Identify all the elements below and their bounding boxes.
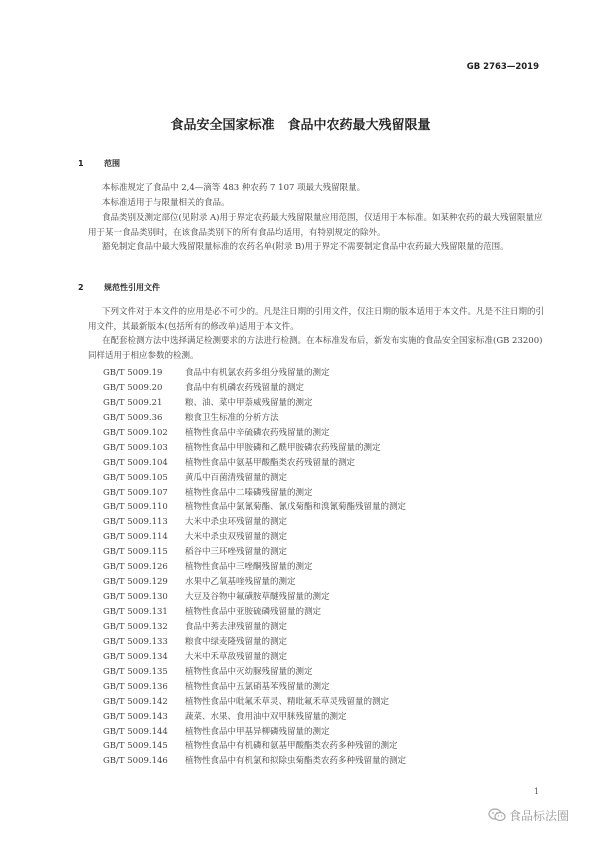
section-2-paragraph: 下列文件对于本文件的应用是必不可少的。凡是注日期的引用文件，仅注日期的版本适用于本文件。凡是不注日期的引用文件，其最新版本(包括所有的修改单)适用于本文件。 xyxy=(88,307,545,332)
reference-title: 植物性食品中灭幼脲残留量的测定 xyxy=(185,666,313,677)
reference-code: GB/T 5009.144 xyxy=(103,726,168,737)
reference-item xyxy=(103,695,406,710)
reference-code: GB/T 5009.135 xyxy=(103,666,168,677)
reference-title: 植物性食品中五氯硝基苯残留量的测定 xyxy=(185,681,330,692)
reference-item xyxy=(103,680,406,695)
section-2-number: 2 xyxy=(78,283,84,292)
reference-code: GB/T 5009.143 xyxy=(103,711,168,722)
reference-item xyxy=(103,441,406,456)
reference-code: GB/T 5009.132 xyxy=(103,621,168,632)
reference-code: GB/T 5009.102 xyxy=(103,427,168,438)
reference-item xyxy=(103,515,406,530)
reference-title: 植物性食品中吡氟禾草灵、精吡氟禾草灵残留量的测定 xyxy=(185,696,390,707)
section-2-paragraph: 在配套检测方法中选择满足检测要求的方法进行检测。在本标准发布后，新发布实施的食品安全国家标准(GB 23200)同样适用于相应参数的检测。 xyxy=(88,336,543,361)
reference-item xyxy=(103,366,406,381)
section-1-heading xyxy=(78,158,120,169)
reference-code: GB/T 5009.36 xyxy=(103,412,163,423)
reference-code: GB/T 5009.129 xyxy=(103,577,168,588)
reference-item xyxy=(103,411,406,426)
section-2-title: 规范性引用文件 xyxy=(104,283,160,292)
reference-item xyxy=(103,665,406,680)
standard-code: GB 2763—2019 xyxy=(466,62,539,72)
reference-item xyxy=(103,456,406,471)
reference-title: 黄瓜中百菌清残留量的测定 xyxy=(185,472,288,483)
section-1-number: 1 xyxy=(78,159,84,168)
section-1-paragraph: 豁免制定食品中最大残留限量标准的农药名单(附录 B)用于界定不需要制定食品中农药最大残留限量的范围。 xyxy=(102,242,509,252)
reference-item xyxy=(103,471,406,486)
document-title: 食品安全国家标准 食品中农药最大残留限量 xyxy=(170,118,431,133)
reference-item xyxy=(103,575,406,590)
reference-title: 水果中乙氧基喹残留量的测定 xyxy=(185,577,296,588)
reference-item xyxy=(103,381,406,396)
section-2-heading xyxy=(78,282,160,293)
reference-title: 粮、油、菜中甲萘威残留量的测定 xyxy=(185,397,313,408)
reference-code: GB/T 5009.103 xyxy=(103,442,168,453)
reference-title: 植物性食品中甲胺磷和乙酰甲胺磷农药残留量的测定 xyxy=(185,442,381,453)
reference-title: 粮食卫生标准的分析方法 xyxy=(185,412,279,423)
reference-item xyxy=(103,754,406,769)
reference-code: GB/T 5009.142 xyxy=(103,696,168,707)
reference-code: GB/T 5009.136 xyxy=(103,681,168,692)
reference-item xyxy=(103,739,406,754)
reference-code: GB/T 5009.105 xyxy=(103,472,168,483)
reference-item xyxy=(103,545,406,560)
reference-title: 大米中杀虫环残留量的测定 xyxy=(185,517,288,528)
reference-title: 植物性食品中二嗪磷残留量的测定 xyxy=(185,487,313,498)
reference-item xyxy=(103,590,406,605)
section-1-title: 范围 xyxy=(104,159,120,168)
reference-code: GB/T 5009.19 xyxy=(103,368,163,378)
reference-item xyxy=(103,396,406,411)
reference-item xyxy=(103,530,406,545)
reference-title: 大米中禾草敌残留量的测定 xyxy=(185,651,288,662)
reference-code: GB/T 5009.145 xyxy=(103,741,168,752)
reference-item xyxy=(103,710,406,725)
reference-item xyxy=(103,725,406,740)
reference-title: 植物性食品中辛硫磷农药残留量的测定 xyxy=(185,427,330,438)
reference-list xyxy=(103,366,406,769)
reference-item xyxy=(103,426,406,441)
reference-title: 蔬菜、水果、食用油中双甲脒残留量的测定 xyxy=(185,711,347,722)
section-1-paragraph: 食品类别及测定部位(见附录 A)用于界定农药最大残留限量应用范围，仅适用于本标准。如某种农药的最大残留限量应用于某一食品类别时，在该食品类别下的所有食品均适用，有特别规定的除外。 xyxy=(88,213,543,238)
reference-code: GB/T 5009.115 xyxy=(103,547,168,558)
reference-code: GB/T 5009.113 xyxy=(103,517,168,528)
wechat-icon xyxy=(488,808,506,822)
reference-title: 食品中有机磷农药残留量的测定 xyxy=(185,382,305,393)
reference-title: 粮食中绿麦隆残留量的测定 xyxy=(185,636,288,647)
reference-title: 食品中有机氯农药多组分残留量的测定 xyxy=(185,368,330,378)
reference-code: GB/T 5009.110 xyxy=(103,502,168,513)
reference-code: GB/T 5009.146 xyxy=(103,756,168,767)
reference-code: GB/T 5009.104 xyxy=(103,457,168,468)
reference-code: GB/T 5009.131 xyxy=(103,607,168,617)
reference-item xyxy=(103,486,406,501)
reference-item xyxy=(103,500,406,515)
watermark-text: 食品标法圈 xyxy=(509,809,570,823)
reference-title: 稻谷中三环唑残留量的测定 xyxy=(185,547,288,558)
reference-item xyxy=(103,650,406,665)
watermark xyxy=(488,807,569,824)
reference-code: GB/T 5009.21 xyxy=(103,397,163,408)
reference-item xyxy=(103,635,406,650)
section-1-paragraph: 本标准适用于与限量相关的食品。 xyxy=(102,198,230,208)
reference-item xyxy=(103,560,406,575)
reference-code: GB/T 5009.130 xyxy=(103,592,168,603)
page-number: 1 xyxy=(534,787,540,796)
reference-title: 食品中莠去津残留量的测定 xyxy=(185,621,288,632)
reference-title: 植物性食品中氯氰菊酯、氰戊菊酯和溴氰菊酯残留量的测定 xyxy=(185,502,407,513)
reference-title: 大豆及谷物中氟磺胺草醚残留量的测定 xyxy=(185,592,330,603)
reference-code: GB/T 5009.107 xyxy=(103,487,168,498)
section-1-paragraph: 本标准规定了食品中 2,4—滴等 483 种农药 7 107 项最大残留限量。 xyxy=(102,183,366,193)
reference-title: 大米中杀虫双残留量的测定 xyxy=(185,532,288,543)
reference-item xyxy=(103,605,406,620)
reference-item xyxy=(103,620,406,635)
reference-code: GB/T 5009.134 xyxy=(103,651,168,662)
reference-title: 植物性食品中氨基甲酸酯类农药残留量的测定 xyxy=(185,457,356,468)
reference-code: GB/T 5009.114 xyxy=(103,532,168,543)
reference-code: GB/T 5009.20 xyxy=(103,382,163,393)
reference-code: GB/T 5009.126 xyxy=(103,562,168,573)
reference-title: 植物性食品中有机氯和拟除虫菊酯类农药多种残留量的测定 xyxy=(185,756,407,767)
reference-title: 植物性食品中亚胺硫磷残留量的测定 xyxy=(185,607,322,617)
reference-title: 植物性食品中三唑酮残留量的测定 xyxy=(185,562,313,573)
reference-title: 植物性食品中有机磷和氨基甲酸酯类农药多种残留的测定 xyxy=(185,741,398,752)
reference-code: GB/T 5009.133 xyxy=(103,636,168,647)
reference-title: 植物性食品中甲基异柳磷残留量的测定 xyxy=(185,726,330,737)
